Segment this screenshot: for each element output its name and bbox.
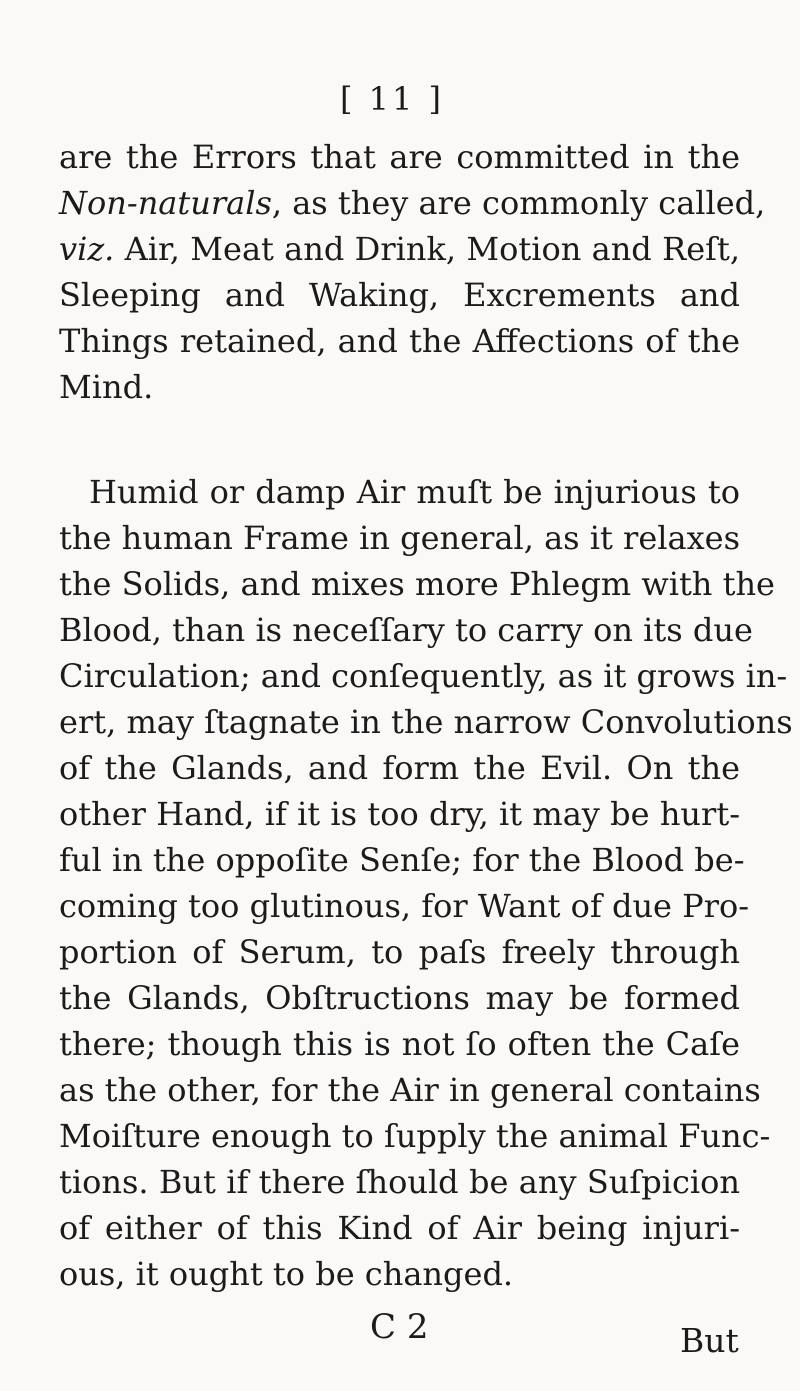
text-line: the Glands, Obſtructions may be formed xyxy=(59,979,740,1017)
text-line: of either of this Kind of Air being injuri- xyxy=(59,1209,740,1247)
signature-mark: C 2 xyxy=(370,1307,429,1347)
text-line: Blood, than is neceſſary to carry on its due xyxy=(59,611,753,649)
text-line: Moiſture enough to ſupply the animal Func- xyxy=(59,1117,771,1155)
text-line: other Hand, if it is too dry, it may be hurt- xyxy=(59,795,740,833)
text-line: Humid or damp Air muſt be injurious to xyxy=(89,473,740,511)
text-line: Mind. xyxy=(59,368,154,406)
text-line: viz. Air, Meat and Drink, Motion and Reſt, xyxy=(59,230,740,268)
text-line: there; though this is not ſo often the Caſe xyxy=(59,1025,740,1063)
text-line: the human Frame in general, as it relaxes xyxy=(59,519,740,557)
text-line: ful in the oppoſite Senſe; for the Blood be- xyxy=(59,841,745,879)
text-line: ous, it ought to be changed. xyxy=(59,1255,514,1293)
text-line: Circulation; and conſequently, as it grows in- xyxy=(59,657,788,695)
text-line: are the Errors that are committed in the xyxy=(59,138,740,176)
text-line: coming too glutinous, for Want of due Pro- xyxy=(59,887,750,925)
text-line: of the Glands, and form the Evil. On the xyxy=(59,749,740,787)
text-line: portion of Serum, to paſs freely through xyxy=(59,933,740,971)
text-line: the Solids, and mixes more Phlegm with the xyxy=(59,565,775,603)
text-line: Sleeping and Waking, Excrements and xyxy=(59,276,740,314)
text-line: ert, may ſtagnate in the narrow Convolutions xyxy=(59,703,793,741)
text-line: tions. But if there ſhould be any Suſpicion xyxy=(59,1163,740,1201)
text-line: as the other, for the Air in general contains xyxy=(59,1071,761,1109)
text-line: Non-naturals, as they are commonly called, xyxy=(59,184,766,222)
text-line: Things retained, and the Affections of the xyxy=(59,322,740,360)
catchword: But xyxy=(680,1321,739,1360)
page-number: [ 11 ] xyxy=(340,80,445,118)
